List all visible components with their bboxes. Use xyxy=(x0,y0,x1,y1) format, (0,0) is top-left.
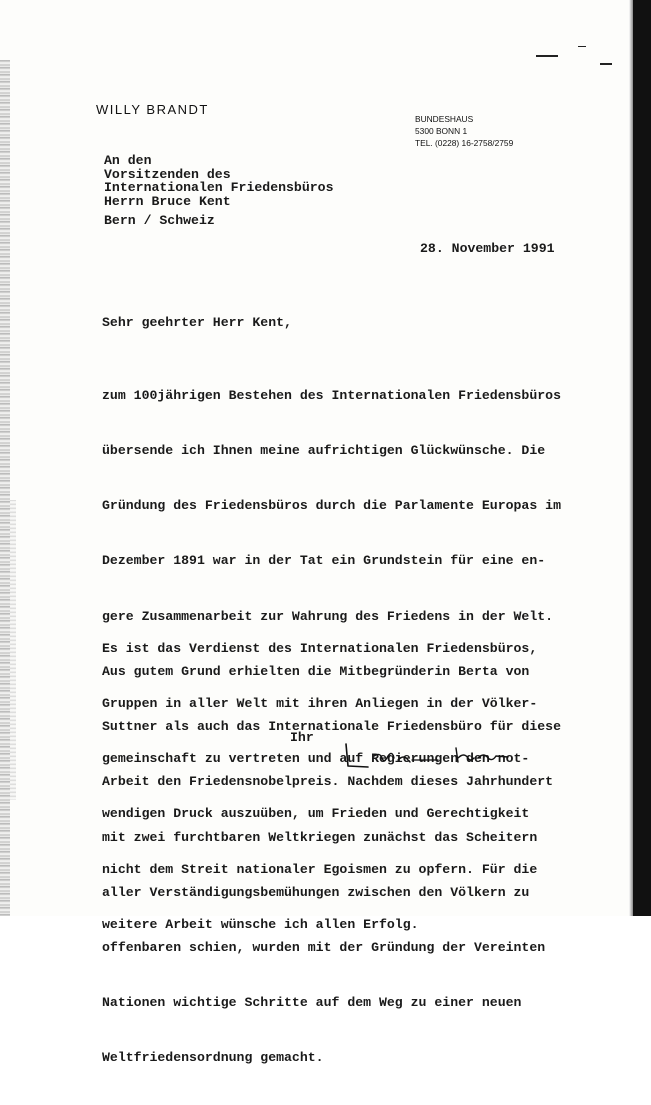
body-line: weitere Arbeit wünsche ich allen Erfolg. xyxy=(102,916,419,932)
recipient-line: Herrn Bruce Kent xyxy=(104,193,231,209)
sender-address xyxy=(415,113,513,149)
salutation: Sehr geehrter Herr Kent, xyxy=(102,315,292,330)
body-line: Weltfriedensordnung gemacht. xyxy=(102,1050,324,1066)
body-line: gere Zusammenarbeit zur Wahrung des Friedens in der Welt. xyxy=(102,608,554,624)
letterhead-name: WILLY BRANDT xyxy=(96,102,209,117)
letter-date: 28. November 1991 xyxy=(420,241,555,256)
body-line: übersende ich Ihnen meine aufrichtigen Glückwünsche. Die xyxy=(102,443,546,459)
scan-mark xyxy=(578,46,586,47)
body-line: Suttner als auch das Internationale Friedensbüro für diese xyxy=(102,719,561,735)
recipient-line: Internationalen Friedensbüros xyxy=(104,180,334,195)
body-line: Gründung des Friedensbüros durch die Parlamente Europas im xyxy=(102,498,561,514)
body-line: Dezember 1891 war in der Tat ein Grundstein für eine en- xyxy=(102,553,546,569)
body-line: mit zwei furchtbaren Weltkriegen zunächst das Scheitern xyxy=(102,829,538,845)
handwritten-signature xyxy=(338,738,518,778)
body-line: zum 100jährigen Bestehen des Internationalen Friedensbüros xyxy=(102,387,561,403)
scan-edge-left xyxy=(0,60,10,916)
body-line: Gruppen in aller Welt mit ihren Anliegen in der Völker- xyxy=(102,696,538,712)
body-line: Arbeit den Friedensnobelpreis. Nachdem dieses Jahrhundert xyxy=(102,774,554,790)
body-line: Nationen wichtige Schritte auf dem Weg zu einer neuen xyxy=(102,995,522,1011)
address-line: BUNDESHAUS xyxy=(415,114,474,124)
recipient-place: Bern / Schweiz xyxy=(104,213,215,228)
recipient-line: An den xyxy=(104,153,152,168)
closing: Ihr xyxy=(290,730,314,745)
recipient-block xyxy=(104,154,334,208)
recipient-line: Vorsitzenden des xyxy=(104,166,231,182)
scan-mark xyxy=(536,55,558,57)
body-line: nicht dem Streit nationaler Egoismen zu opfern. Für die xyxy=(102,861,538,877)
body-line: offenbaren schien, wurden mit der Gründung der Vereinten xyxy=(102,940,546,955)
scan-edge-left-inner xyxy=(10,500,16,800)
body-line: gemeinschaft zu vertreten und auf Regierungen den not- xyxy=(102,751,530,767)
scan-mark xyxy=(600,63,612,65)
body-line: Aus gutem Grund erhielten die Mitbegründerin Berta von xyxy=(102,663,530,679)
address-line: 5300 BONN 1 xyxy=(415,126,468,136)
body-line: wendigen Druck auszuüben, um Frieden und Gerechtigkeit xyxy=(102,806,530,822)
address-line: TEL. (0228) 16-2758/2759 xyxy=(415,138,514,148)
body-line: Es ist das Verdienst des Internationalen Friedensbüros, xyxy=(102,640,538,656)
scan-edge-right xyxy=(633,0,651,916)
body-line: aller Verständigungsbemühungen zwischen den Völkern zu xyxy=(102,884,530,900)
